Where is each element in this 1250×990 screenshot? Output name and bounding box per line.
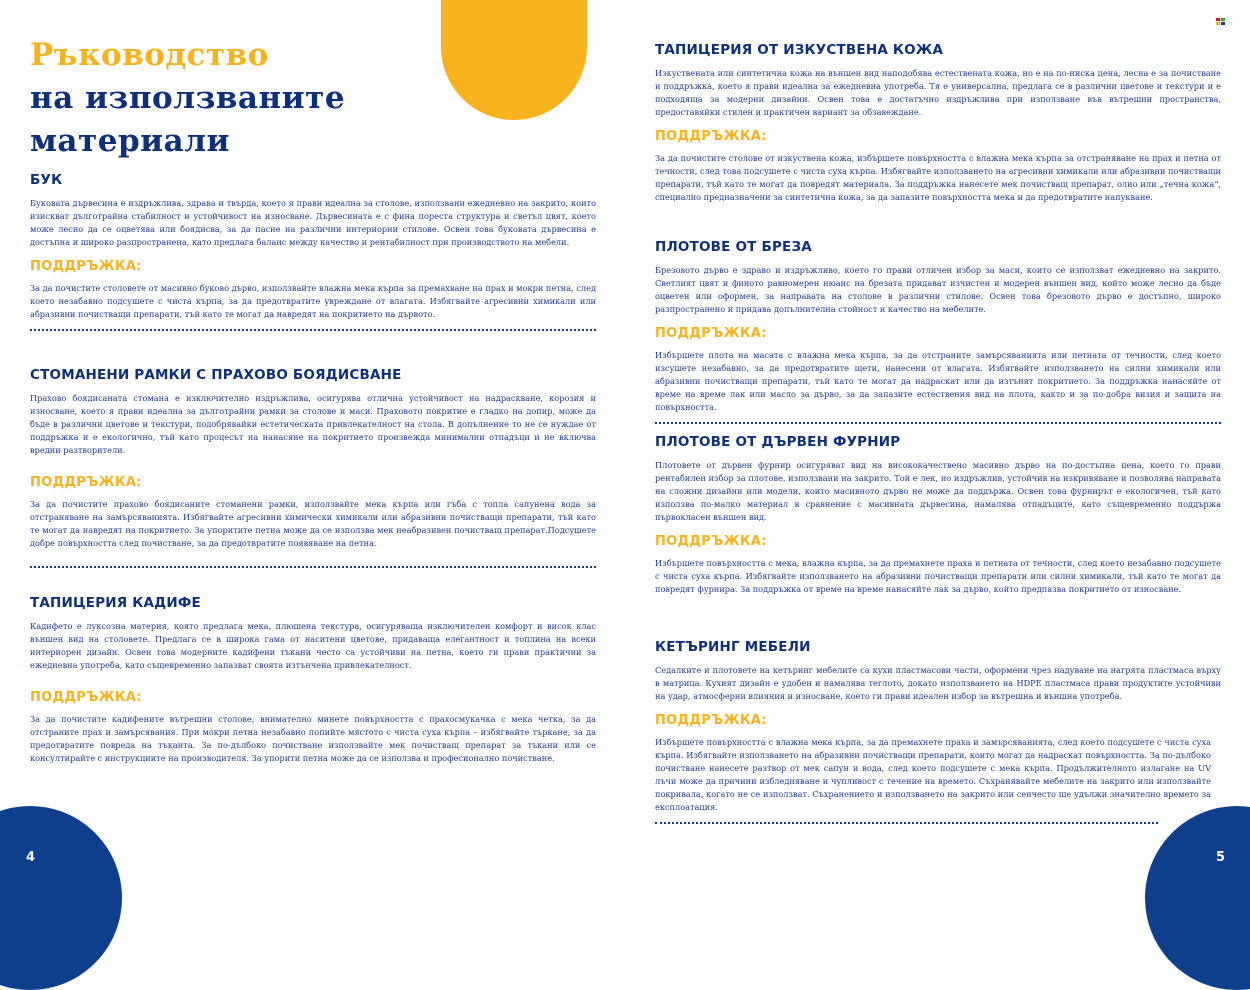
section-text: Изкуствената или синтетична кожа на външен вид наподобява естествената кожа, но е на по-ниска цена, лесна е за почистване и поддръжка, което я прави идеална за ежедневна употреба. Тя е универсална, предлага се в различни цветове и текстури и е подходяща за модерни дизайни. Освен това е достатъчно издръжлива при използване във вътрешни пространства, предоставяйки стилен и практичен вариант за обзавеждане. (655, 68, 1221, 117)
maintenance-text: За да почистите столовете от масивно буково дърво, използвайте влажна мека кърпа за премахване на прах и мокри петна, след което незабавно подсушете с чиста кърпа, за да предотвратите увреждане от влагата. Избягвайте агресивни химикали или абразивни почистващи препарати, тъй като те могат да навредят на покритието на дървото. (30, 283, 596, 319)
dotted-divider (655, 822, 1158, 824)
dotted-divider (655, 422, 1221, 424)
section-heading: БУК (30, 172, 63, 188)
right-page (625, 0, 1250, 884)
maintenance-label: ПОДДРЪЖКА: (655, 129, 767, 144)
section-beech (30, 172, 596, 331)
section-text: Седалките и плотовете на кетъринг мебелите са кухи пластмасови части, оформени чрез надуване на нагрята пластмаса върху в матрица. Кухият дизайн е удобен и намалява теглото, докато използването на HDPE пластмаса прави продуктите устойчиви на удар, атмосферни влияния и износване, което ги прави идеален избор за вътрешна и външна употреба. (655, 665, 1221, 701)
section-birch-tops (655, 239, 1221, 424)
left-page (0, 0, 625, 884)
maintenance-text: За да почистите столове от изкуствена кожа, избършете повърхността с влажна мека кърпа за отстраняване на прах и петна от течности, след това подсушете с чиста суха кърпа. Избягвайте използването на агресивни химикали или абразивни почистващи препарати, тъй като те могат да повредят материала. За поддръжка нанесете мек почистващ препарат, олио или „течна кожа“, специално предназначени за синтетична кожа, за да запазите повърхността мека и да предотвратите напукване. (655, 153, 1221, 202)
dotted-divider (30, 566, 596, 568)
section-steel-frames (30, 367, 596, 568)
maintenance-label: ПОДДРЪЖКА: (30, 690, 142, 705)
maintenance-text: Избършете повърхността с мека, влажна кърпа, за да премахнете праха и петната от течности, след което незабавно подсушете с чиста суха кърпа. Избягвайте използването на абразивни почистващи препарати или силни химикали, тъй като те могат да повредят фурнира. За поддръжка от време на време нанасяйте лак за дърво, който предпазва покритието от износване. (655, 558, 1221, 594)
section-faux-leather (655, 42, 1221, 204)
maintenance-label: ПОДДРЪЖКА: (30, 475, 142, 490)
maintenance-text: Избършете плота на масата с влажна мека кърпа, за да отстраните замърсяванията или петната от течности, след което изсушете незабавно, за да предотвратите щети, нанесени от влагата. Избягвайте използването на силни химикали или абразивни почистващи препарати, тъй като те могат да надраскат или да изтънят покритието. За поддръжка нанасяйте от време на време лак или масло за дърво, за да запазите естествения вид на плота, както и за по-добра визия и защита на повърхността. (655, 350, 1221, 412)
page-title (30, 34, 345, 163)
section-catering-furniture (655, 639, 1221, 824)
maintenance-label: ПОДДРЪЖКА: (655, 326, 767, 341)
section-heading: ТАПИЦЕРИЯ КАДИФЕ (30, 595, 201, 611)
title-line-1: Ръководство (30, 37, 269, 73)
section-text: Праховo боядисаната стомана е изключително издръжлива, осигурява отлична устойчивост на надраскване, корозия и износване, което я прави идеална за дълготрайни рамки за столове и маси. Праховото покритие е гладко на допир, може да бъде в различни цветове и текстури, подобрявайки естетическата привлекателност на стола. В допълнение то не се нуждае от поддръжка и е екологично, тъй като процесът на нанасяне на покритието произвежда минимални отпадъци и не включва вредни разтворители. (30, 393, 596, 455)
dotted-divider (30, 329, 596, 331)
section-text: Брезовото дърво е здраво и издръжливо, което го прави отличен избор за маси, които се използват ежедневно на закрито. Светлият цвят и финото равномерен нюанс на брезата придават изчистен и модерен външен вид, който може лесно да бъде оцветен или оформен, за направата на столове в различни стилове. Освен това брезовото дърво е достъпно, широко разпространено и придава допълнителна стойност и качество на мебелите. (655, 265, 1221, 314)
maintenance-text: Избършете повърхността с влажна мека кърпа, за да премахнете праха и замърсяванията, след което подсушете с чиста суха кърпа. Избягвайте използването на абразивни почистващи препарати, които могат да надраскат повърхността. За по-дълбоко почистване нанесете разтвор от мек сапун и вода, след което подсушете с мека кърпа. Продължителното излагане на UV лъчи може да причини избледняване и чупливост с течение на времето. Съхранявайте мебелите на закрито или използвайте покривала, когато не се използват. Съхранението и използването на закрито или сенчесто ще удължи значително времето за експлоатация. (655, 737, 1211, 812)
section-heading: ТАПИЦЕРИЯ ОТ ИЗКУСТВЕНА КОЖА (655, 42, 944, 58)
section-velvet (30, 595, 596, 765)
section-heading: ПЛОТОВЕ ОТ ДЪРВЕН ФУРНИР (655, 434, 901, 450)
section-heading: СТОМАНЕНИ РАМКИ С ПРАХОВО БОЯДИСВАНЕ (30, 367, 402, 383)
section-text: Плотовете от дървен фурнир осигуряват вид на висококачествено масивно дърво на по-достъпна цена, което го прави рентабилен избор за плотове, използвани на закрито. Той е лек, но издръжлив, устойчив на изкривяване и позволява направата на сложни дизайни или модели, които масивното дърво не може да поддържа. Освен това фурнирът е екологичен, тъй като използва по-малко материал в сравнение с масивната дървесина, намалява отпадъците, като същевременно поддържа първокласен външен вид. (655, 460, 1221, 522)
maintenance-text: За да почистите кадифените вътрешни столове, внимателно минете повърхността с прахосмукачка с мека четка, за да отстраните прах и замърсявания. При мокри петна незабавно попийте мястото с чиста суха кърпа – избягвайте търкане, за да предотвратите повреда на тъканта. За по-дълбоко почистване използвайте мек почистващ препарат за тъкани или се консултирайте с инструкциите на производителя. За упорити петна може да се използва и професионално почистване. (30, 714, 596, 763)
section-text: Кадифето е луксозна материя, която предлага мека, плюшена текстура, осигуряваща изключителен комфорт и висок клас външен вид на столовете. Предлага се в широка гама от наситени цветове, придаваща елегантност и топлина на всеки интериорен дизайн. Освен това модерните кадифени тъкани често са устойчиви на петна, което ги прави практични за ежедневна употреба, като същевременно запазват своята изтънчена привлекателност. (30, 621, 596, 670)
section-heading: ПЛОТОВЕ ОТ БРЕЗА (655, 239, 812, 255)
section-veneer-tops (655, 434, 1221, 596)
page-number-left: 4 (26, 850, 36, 865)
maintenance-text: За да почистите прахово боядисаните стоманени рамки, използвайте мека кърпа или гъба с топла сапунена вода за отстраняване на замърсяванията. Избягвайте агресивни химически химикали или абразивни почистващи препарати, тъй като те могат да навредят на покритието. За упоритите петна може да се използва мек неабразивен почистващ препарат.Подсушете добре повърхността след почистване, за да предотвратите появяване на петна. (30, 499, 596, 548)
title-line-3: материали (30, 123, 231, 159)
maintenance-label: ПОДДРЪЖКА: (30, 259, 142, 274)
section-text: Буковата дървесина е издръжлива, здрава и твърда, което я прави идеална за столове, използвани ежедневно на закрито, които изискват дълготрайна стабилност и устойчивост на износване. Дървесината е с фина пореста структура и светъл цвят, което може лесно да се оцветява или боядисва, за да пасне на различни интериорни стилове. Освен това буковата дървесина е достъпна и широко разпространена, като предлага баланс между качество и рентабилност при производството на мебели. (30, 198, 596, 247)
title-line-2: на използваните (30, 80, 346, 116)
section-heading: КЕТЪРИНГ МЕБЕЛИ (655, 639, 811, 655)
maintenance-label: ПОДДРЪЖКА: (655, 534, 767, 549)
maintenance-label: ПОДДРЪЖКА: (655, 713, 767, 728)
page-number-right: 5 (1216, 850, 1226, 865)
